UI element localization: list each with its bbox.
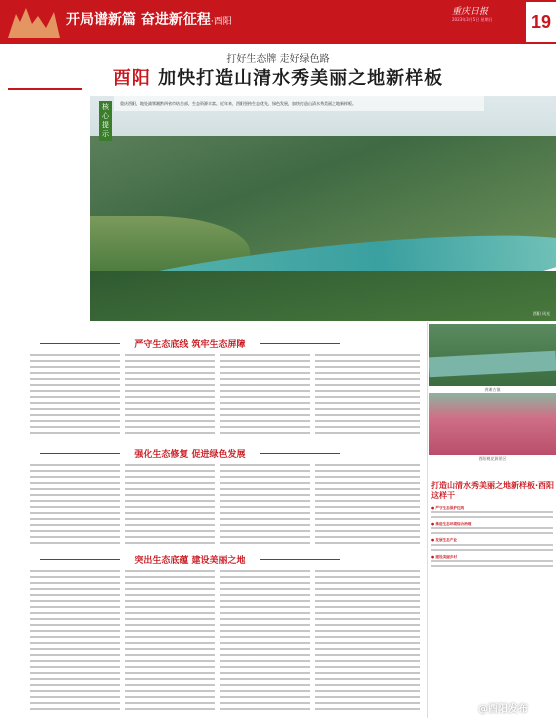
hero-photo [90,96,556,321]
body-text-block [125,570,215,710]
title-main: 加快打造山清水秀美丽之地新样板 [158,68,444,89]
masthead-rule [8,88,82,90]
section-heading-3: 突出生态底蕴 建设美丽之地 [40,553,340,565]
column-divider [427,322,428,718]
side-photo-1 [429,324,556,386]
sidebar-title: 打造山清水秀美丽之地新样板·酉阳这样干 [431,481,555,500]
bullet-item: ● 严守生态保护红线 [431,506,465,510]
body-text-block [30,464,120,544]
body-text-block [30,354,120,434]
dateline: 2023年3月5日 星期日 [452,17,493,22]
body-text-block [315,570,420,710]
body-text-block [220,464,310,544]
section-heading-2: 强化生态修复 促进绿色发展 [40,447,340,459]
lead-paragraph: 重庆酉阳，地处渝鄂湘黔四省市结合部，生态资源丰富。近年来，酉阳坚持生态优先、绿色发展，加快打造山清水秀美丽之地新样板。 [114,96,484,111]
bullet-text [431,527,553,537]
side-photo-2-caption: 酉阳桃花源景区 [478,456,507,461]
watermark: @酉阳发布 [478,704,528,715]
sidebar-bullets [431,505,553,571]
body-text-block [315,354,420,434]
hero-foreground [90,271,556,321]
bullet-item: ● 建设美丽乡村 [431,554,457,559]
landmark-illustration-icon [6,4,62,40]
bullet-text [431,511,553,521]
page-header [0,0,556,44]
body-text-block [30,570,120,710]
body-text-block [315,464,420,544]
bullet-item: ● 发展生态产业 [431,538,457,543]
bullet-item: ● 推进生态环境综合治理 [431,522,472,527]
body-text-block [220,570,310,710]
section-heading-1: 严守生态底线 筑牢生态屏障 [40,337,340,349]
hero-caption: 酉阳 风光 [532,311,550,316]
newspaper-name: 重庆日报 [452,7,489,17]
side-photo-2 [429,393,556,455]
body-text-block [125,354,215,434]
title-place: 酉阳 [112,68,151,89]
masthead-area [0,44,90,324]
article-subtitle: 打好生态牌 走好绿色路 [226,54,330,65]
bullet-text [431,544,553,554]
section-kicker: 开局谱新篇 奋进新征程·酉阳 [66,12,232,28]
body-text-block [125,464,215,544]
page-number: 19 [526,2,556,42]
core-tip-tag: 核心提示 [99,101,112,141]
body-text-block [220,354,310,434]
side-photo-1-caption: 龚滩古镇 [484,387,501,392]
bullet-text [431,560,553,570]
